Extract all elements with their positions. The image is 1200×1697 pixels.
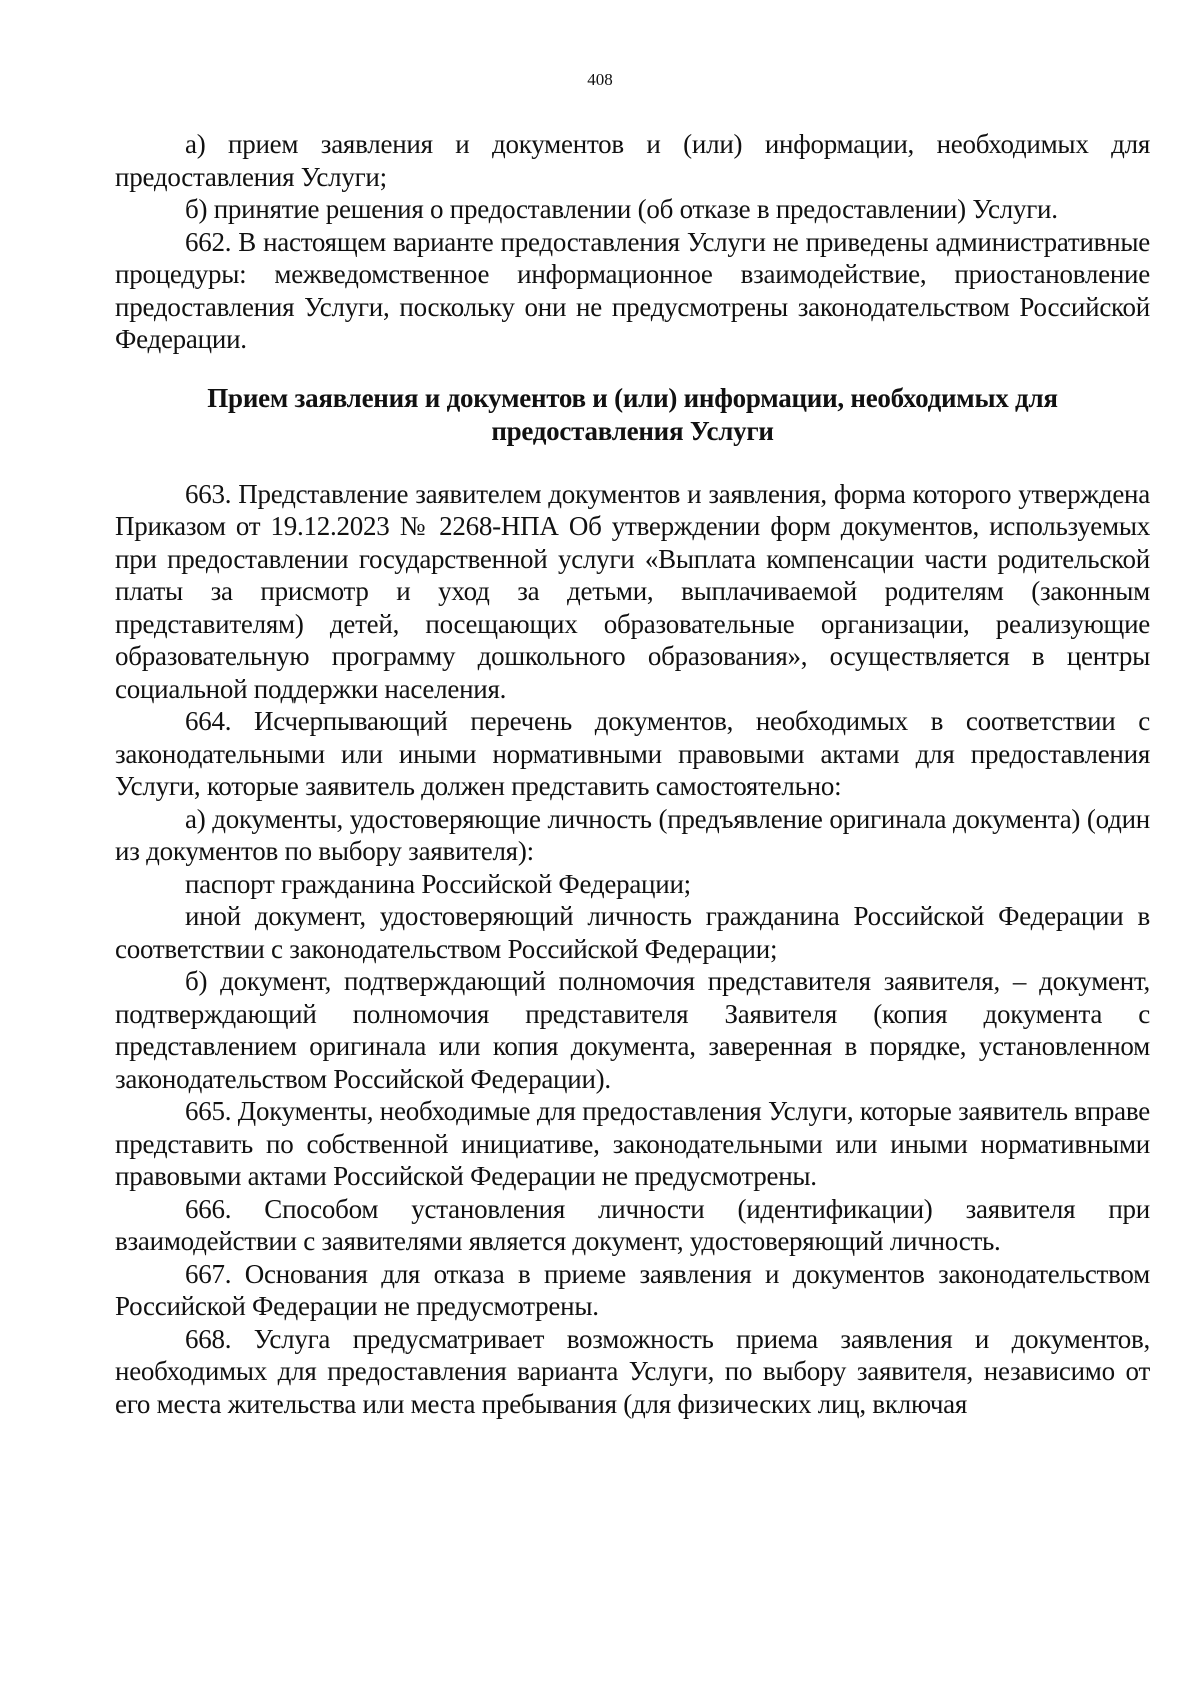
paragraph-665: 665. Документы, необходимые для предоставления Услуги, которые заявитель вправе представить по собственной инициативе, законодательными или иными нормативными правовыми актами Российской Федерации не предусмотрены.	[115, 1096, 1150, 1191]
paragraph-664: 664. Исчерпывающий перечень документов, необходимых в соответствии с законодательными или иными нормативными правовыми актами для предоставления Услуги, которые заявитель должен представить самостоятельно:	[115, 706, 1150, 801]
section-heading-line-1: Прием заявления и документов и (или) информации, необходимых для	[207, 382, 1058, 413]
paragraph-668: 668. Услуга предусматривает возможность приема заявления и документов, необходимых для предоставления варианта Услуги, по выбору заявителя, независимо от его места жительства или места пребывания (для физических лиц, включая	[115, 1323, 1150, 1419]
page-number: 408	[587, 70, 613, 89]
paragraph-item-a: а) прием заявления и документов и (или) информации, необходимых для предоставления Услуги;	[115, 129, 1150, 192]
section-heading	[115, 382, 1150, 448]
paragraph-666: 666. Способом установления личности (идентификации) заявителя при взаимодействии с заявителями является документ, удостоверяющий личность.	[115, 1193, 1150, 1256]
paragraph-664-b: б) документ, подтверждающий полномочия представителя заявителя, – документ, подтверждающий полномочия представителя Заявителя (копия документа с представлением оригинала или копия документа, заверенная в порядке, установленном законодательством Российской Федерации).	[115, 966, 1150, 1094]
paragraph-passport: паспорт гражданина Российской Федерации;	[185, 868, 691, 899]
paragraph-667: 667. Основания для отказа в приеме заявления и документов законодательством Российской Федерации не предусмотрены.	[115, 1258, 1150, 1321]
paragraph-other-document: иной документ, удостоверяющий личность гражданина Российской Федерации в соответствии с законодательством Российской Федерации;	[115, 901, 1150, 964]
paragraph-664-a: а) документы, удостоверяющие личность (предъявление оригинала документа) (один из документов по выбору заявителя):	[115, 803, 1150, 866]
paragraph-662: 662. В настоящем варианте предоставления Услуги не приведены административные процедуры: межведомственное информационное взаимодействие, приостановление предоставления Услуги, поскольку они не предусмотрены законодательством Российской Федерации.	[115, 226, 1150, 354]
document-body	[115, 128, 1150, 1420]
section-heading-line-2: предоставления Услуги	[491, 415, 774, 446]
paragraph-item-b: б) принятие решения о предоставлении (об отказе в предоставлении) Услуги.	[185, 194, 1058, 224]
paragraph-663: 663. Представление заявителем документов и заявления, форма которого утверждена Приказом от 19.12.2023 № 2268-НПА Об утверждении форм документов, используемых при предоставлении государственной услуги «Выплата компенсации части родительской платы за присмотр и уход за детьми, выплачиваемой родителям (законным представителям) детей, посещающих образовательные организации, реализующие образовательную программу дошкольного образования», осуществляется в центры социальной поддержки населения.	[115, 478, 1150, 704]
